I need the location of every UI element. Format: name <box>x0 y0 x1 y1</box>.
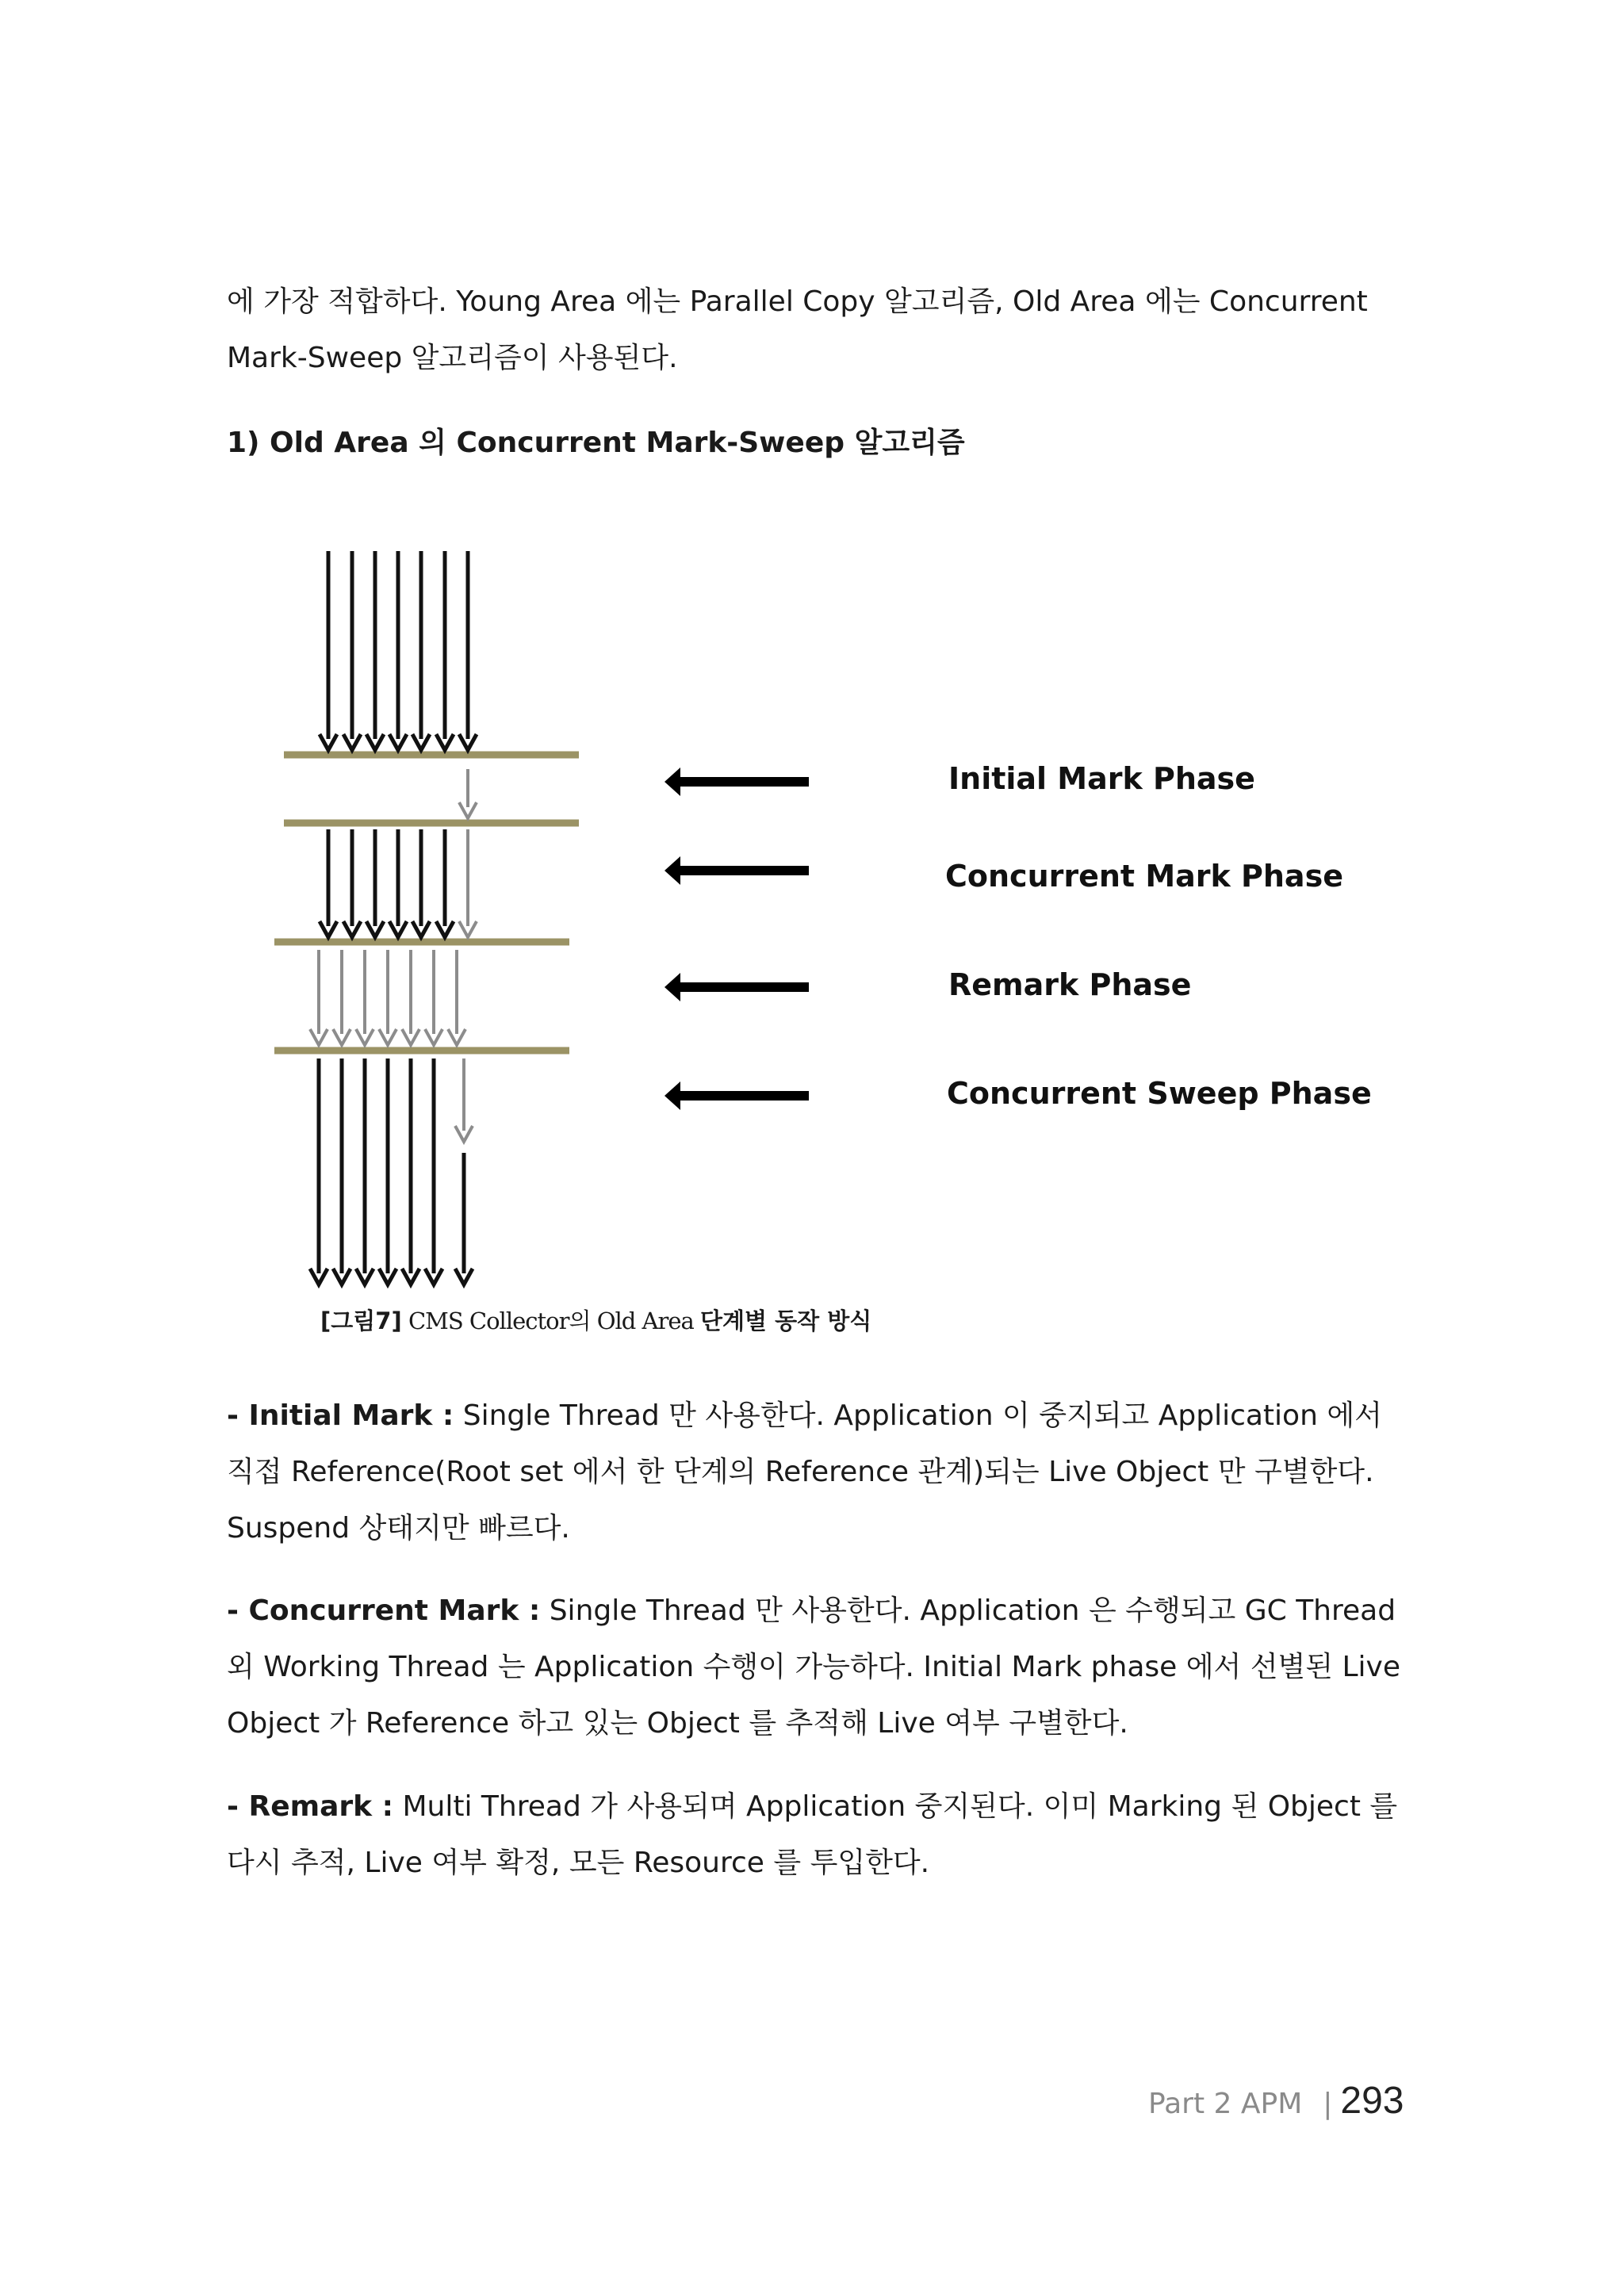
initial-mark-paragraph <box>227 1388 1400 1556</box>
phase-label-remark: Remark Phase <box>948 967 1192 1002</box>
caption-serif-text: CMS Collector의 Old Area <box>408 1307 694 1334</box>
concurrent-mark-term: - Concurrent Mark : <box>227 1594 541 1627</box>
concurrent-mark-paragraph <box>227 1583 1400 1751</box>
phase-pointer-3-head <box>665 973 680 1001</box>
phase-pointer-4-head <box>665 1081 680 1110</box>
page-footer <box>1148 2079 1404 2123</box>
caption-prefix: [그림7] <box>320 1307 402 1334</box>
phase-pointer-2-head <box>665 856 680 885</box>
section-heading: 1) Old Area 의 Concurrent Mark-Sweep 알고리즘 <box>227 427 965 459</box>
phase-label-concurrent-sweep: Concurrent Sweep Phase <box>947 1076 1372 1111</box>
page-number: 293 <box>1340 2080 1404 2122</box>
diagram-graphic <box>262 523 1427 1348</box>
phase-label-concurrent-mark: Concurrent Mark Phase <box>945 859 1343 894</box>
phase-label-initial-mark: Initial Mark Phase <box>948 761 1255 796</box>
remark-paragraph <box>227 1778 1400 1891</box>
footer-separator: | <box>1323 2088 1333 2120</box>
phase-pointer-1-head <box>665 768 680 796</box>
remark-term: - Remark : <box>227 1790 394 1823</box>
intro-paragraph: 에 가장 적합하다. Young Area 에는 Parallel Copy 알고리즘, Old Area 에는 Concurrent Mark-Sweep 알고리즘이 사용된다. <box>227 285 1368 374</box>
initial-mark-term: - Initial Mark : <box>227 1399 454 1432</box>
caption-bold-text: 단계별 동작 방식 <box>700 1307 872 1334</box>
initial-mark-body: Single Thread 만 사용한다. Application 이 중지되고 Application 에서 직접 Reference(Root set 에서 한 단계의 Reference 관계)되는 Live Object 만 구별한다. Suspend 상태지만 빠르다. <box>227 1399 1382 1545</box>
footer-part-label: Part 2 APM <box>1148 2088 1303 2120</box>
cms-phase-diagram <box>262 523 1427 1348</box>
figure-caption <box>320 1303 871 1336</box>
remark-body: Multi Thread 가 사용되며 Application 중지된다. 이미 Marking 된 Object 를 다시 추적, Live 여부 확정, 모든 Resource 를 투입한다. <box>227 1790 1398 1879</box>
concurrent-mark-body: Single Thread 만 사용한다. Application 은 수행되고 GC Thread 외 Working Thread 는 Application 수행이 가능하다. Initial Mark phase 에서 선별된 Live Object 가 Reference 하고 있는 Object 를 추적해 Live 여부 구별한다. <box>227 1594 1401 1740</box>
